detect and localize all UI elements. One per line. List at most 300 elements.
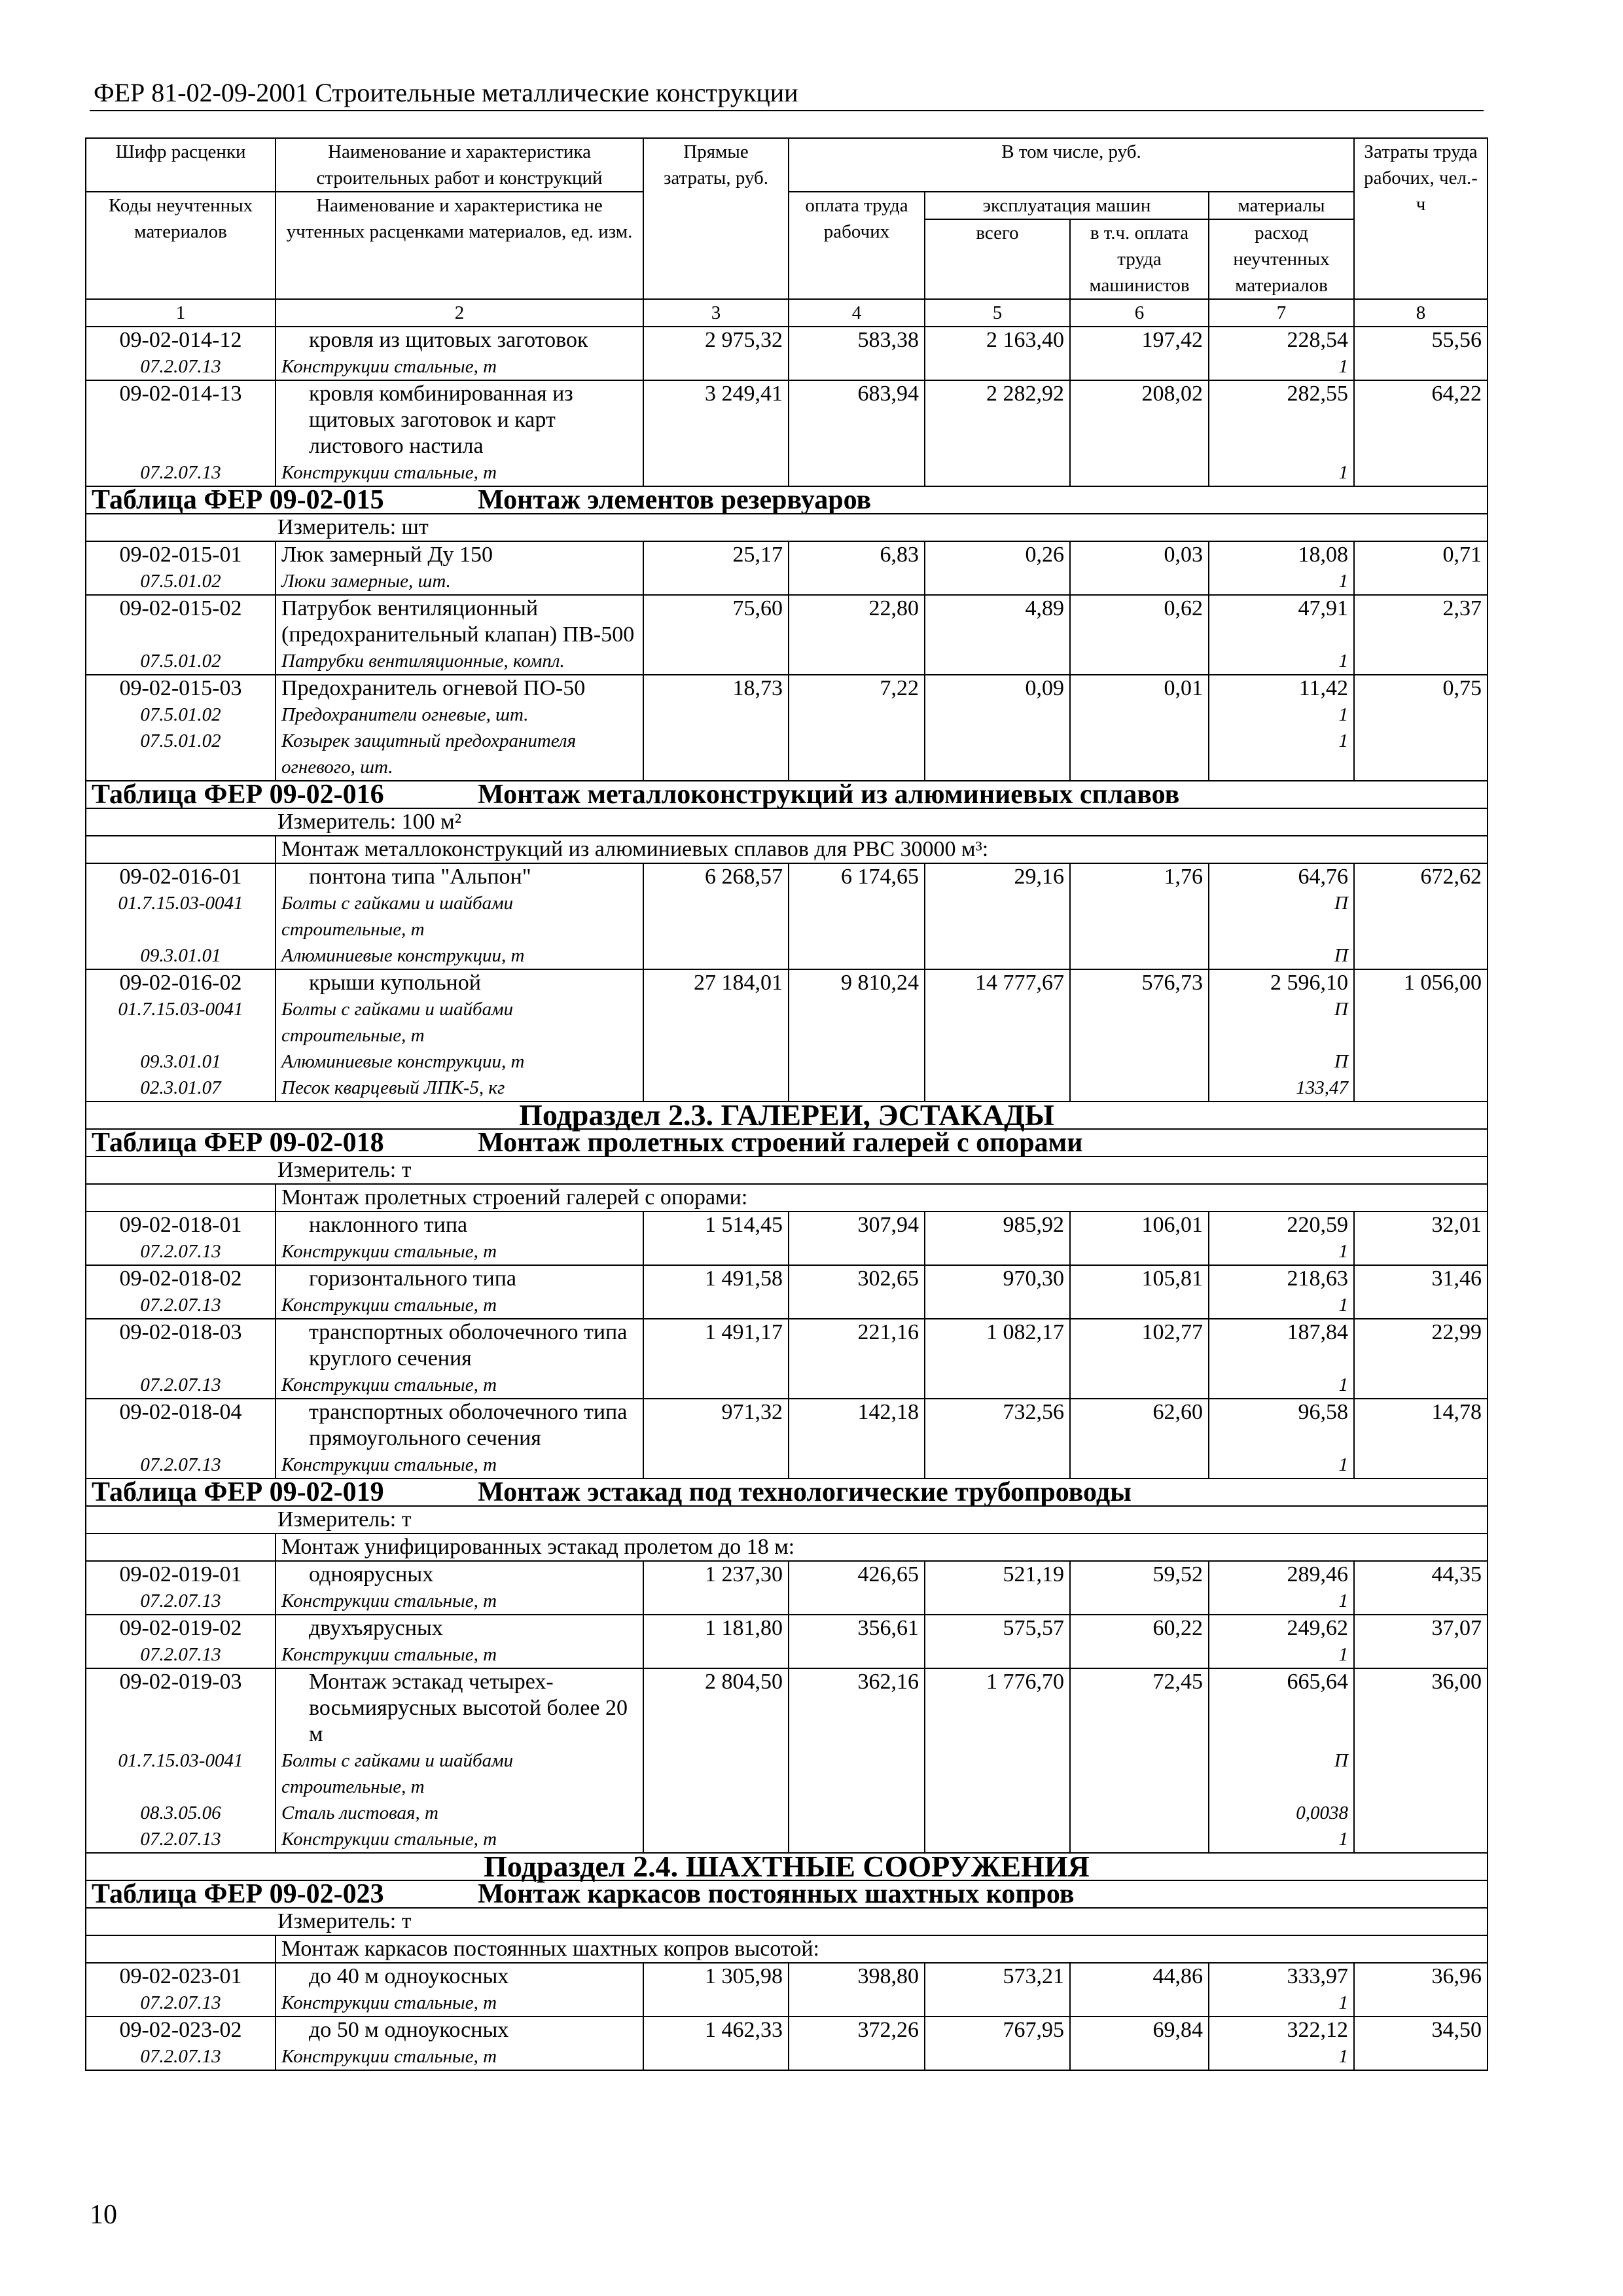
- measure-row: [86, 514, 1488, 541]
- value-c8: 55,56: [1354, 327, 1488, 353]
- material-qty: П: [1209, 890, 1354, 942]
- empty-cell: [925, 353, 1070, 380]
- value-c7: 218,63: [1209, 1265, 1354, 1292]
- table-row: [86, 1211, 1488, 1238]
- table-number: Таблица ФЕР 09-02-018: [92, 1128, 384, 1158]
- empty-cell: [1070, 648, 1209, 675]
- empty-cell: [643, 459, 789, 486]
- measure-unit: Измеритель: т: [86, 1908, 1488, 1935]
- value-c6: 72,45: [1070, 1668, 1209, 1748]
- material-row: [86, 1800, 1488, 1826]
- value-c8: 37,07: [1354, 1615, 1488, 1641]
- rate-name: до 50 м одноукосных: [276, 2017, 643, 2043]
- empty-cell: [789, 1238, 925, 1265]
- rate-code: 09-02-018-02: [86, 1265, 276, 1292]
- empty-cell: [1354, 1372, 1488, 1399]
- rate-code: 09-02-018-01: [86, 1211, 276, 1238]
- value-c7: 665,64: [1209, 1668, 1354, 1748]
- empty-cell: [1070, 1075, 1209, 1102]
- col-machinists-header: в т.ч. оплата труда машинистов: [1070, 219, 1209, 299]
- col-matname-header: Наименование и характеристика не учтенных расценками материалов, ед. изм.: [276, 192, 643, 299]
- empty-cell: [925, 1748, 1070, 1800]
- measure-unit: Измеритель: т: [86, 1157, 1488, 1184]
- table-row: [86, 1399, 1488, 1452]
- material-name: Конструкции стальные, т: [276, 1990, 643, 2017]
- value-c6: 60,22: [1070, 1615, 1209, 1641]
- table-row: [86, 1561, 1488, 1588]
- value-c5: 29,16: [925, 863, 1070, 890]
- rate-name: крыши купольной: [276, 969, 643, 996]
- group-row: [86, 836, 1488, 863]
- empty-cell: [789, 1588, 925, 1615]
- value-c3: 971,32: [643, 1399, 789, 1452]
- empty-cell: [1070, 942, 1209, 969]
- empty-cell: [1354, 1641, 1488, 1668]
- value-c5: 2 282,92: [925, 380, 1070, 459]
- empty-cell: [1070, 1990, 1209, 2017]
- material-qty: П: [1209, 1748, 1354, 1800]
- value-c6: 208,02: [1070, 380, 1209, 459]
- empty-cell: [925, 568, 1070, 595]
- empty-cell: [1070, 1049, 1209, 1075]
- material-name: Конструкции стальные, т: [276, 353, 643, 380]
- value-c8: 31,46: [1354, 1265, 1488, 1292]
- material-code: 01.7.15.03-0041: [86, 1748, 276, 1800]
- empty-cell: [1354, 1292, 1488, 1319]
- material-name: Болты с гайками и шайбами строительные, т: [276, 996, 643, 1049]
- value-c7: 187,84: [1209, 1319, 1354, 1372]
- value-c3: 1 181,80: [643, 1615, 789, 1641]
- empty-cell: [789, 1641, 925, 1668]
- empty-cell: [1354, 1826, 1488, 1853]
- empty-cell: [789, 942, 925, 969]
- rate-code: 09-02-015-01: [86, 541, 276, 568]
- value-c6: 1,76: [1070, 863, 1209, 890]
- material-qty: 1: [1209, 1238, 1354, 1265]
- material-code: 07.2.07.13: [86, 1641, 276, 1668]
- material-row: [86, 1641, 1488, 1668]
- value-c4: 583,38: [789, 327, 925, 353]
- value-c7: 220,59: [1209, 1211, 1354, 1238]
- value-c7: 333,97: [1209, 1963, 1354, 1990]
- value-c5: 2 163,40: [925, 327, 1070, 353]
- value-c6: 44,86: [1070, 1963, 1209, 1990]
- material-row: [86, 942, 1488, 969]
- empty-cell: [789, 728, 925, 781]
- empty-cell: [789, 459, 925, 486]
- value-c5: 985,92: [925, 1211, 1070, 1238]
- material-name: Песок кварцевый ЛПК-5, кг: [276, 1075, 643, 1102]
- value-c5: 4,89: [925, 595, 1070, 648]
- empty-cell: [1070, 1372, 1209, 1399]
- value-c6: 59,52: [1070, 1561, 1209, 1588]
- table-row: [86, 1319, 1488, 1372]
- value-c5: 767,95: [925, 2017, 1070, 2043]
- material-name: Конструкции стальные, т: [276, 1238, 643, 1265]
- material-code: 07.5.01.02: [86, 702, 276, 728]
- empty-cell: [1070, 2043, 1209, 2070]
- empty-cell: [643, 890, 789, 942]
- empty-cell: [925, 890, 1070, 942]
- empty-cell: [643, 568, 789, 595]
- empty-cell: [643, 1049, 789, 1075]
- value-c5: 1 776,70: [925, 1668, 1070, 1748]
- value-c4: 356,61: [789, 1615, 925, 1641]
- material-qty: 1: [1209, 728, 1354, 781]
- material-code: 07.2.07.13: [86, 1826, 276, 1853]
- material-qty: 1: [1209, 568, 1354, 595]
- rate-name: транспортных оболочечного типа прямоугольного сечения: [276, 1399, 643, 1452]
- empty-cell: [86, 1534, 276, 1561]
- header-rule: [90, 110, 1484, 111]
- empty-cell: [925, 1238, 1070, 1265]
- value-c4: 372,26: [789, 2017, 925, 2043]
- value-c5: 0,26: [925, 541, 1070, 568]
- col-name-header: Наименование и характеристика строительных работ и конструкций: [276, 138, 643, 192]
- material-code: 07.2.07.13: [86, 353, 276, 380]
- value-c7: 11,42: [1209, 675, 1354, 702]
- col-machines-header: эксплуатация машин: [925, 192, 1209, 219]
- empty-cell: [789, 568, 925, 595]
- material-row: [86, 1990, 1488, 2017]
- value-c5: 573,21: [925, 1963, 1070, 1990]
- value-c6: 197,42: [1070, 327, 1209, 353]
- empty-cell: [789, 1990, 925, 2017]
- col-num: 7: [1209, 299, 1354, 327]
- col-materials-header: материалы: [1209, 192, 1354, 219]
- rate-name: до 40 м одноукосных: [276, 1963, 643, 1990]
- table-number: Таблица ФЕР 09-02-015: [92, 485, 384, 515]
- material-qty: 1: [1209, 1452, 1354, 1479]
- rate-name: наклонного типа: [276, 1211, 643, 1238]
- empty-cell: [1070, 890, 1209, 942]
- empty-cell: [643, 1641, 789, 1668]
- value-c4: 9 810,24: [789, 969, 925, 996]
- value-c3: 1 237,30: [643, 1561, 789, 1588]
- rate-code: 09-02-019-03: [86, 1668, 276, 1748]
- rate-name: транспортных оболочечного типа круглого сечения: [276, 1319, 643, 1372]
- material-qty: П: [1209, 1049, 1354, 1075]
- empty-cell: [643, 1826, 789, 1853]
- material-qty: 133,47: [1209, 1075, 1354, 1102]
- table-row: [86, 863, 1488, 890]
- empty-cell: [1070, 702, 1209, 728]
- empty-cell: [789, 1075, 925, 1102]
- empty-cell: [1070, 1748, 1209, 1800]
- empty-cell: [643, 702, 789, 728]
- rate-code: 09-02-016-01: [86, 863, 276, 890]
- table-title: [86, 1880, 1488, 1908]
- group-row: [86, 1184, 1488, 1211]
- material-qty: 1: [1209, 1990, 1354, 2017]
- value-c3: 27 184,01: [643, 969, 789, 996]
- material-qty: 0,0038: [1209, 1800, 1354, 1826]
- empty-cell: [925, 1990, 1070, 2017]
- empty-cell: [789, 353, 925, 380]
- empty-cell: [925, 1049, 1070, 1075]
- value-c3: 1 305,98: [643, 1963, 789, 1990]
- value-c3: 75,60: [643, 595, 789, 648]
- rate-name: Люк замерный Ду 150: [276, 541, 643, 568]
- empty-cell: [789, 890, 925, 942]
- value-c5: 732,56: [925, 1399, 1070, 1452]
- rate-name: кровля из щитовых заготовок: [276, 327, 643, 353]
- empty-cell: [1354, 890, 1488, 942]
- value-c4: 398,80: [789, 1963, 925, 1990]
- empty-cell: [1354, 1588, 1488, 1615]
- value-c6: 0,03: [1070, 541, 1209, 568]
- empty-cell: [643, 728, 789, 781]
- table-row: [86, 2017, 1488, 2043]
- empty-cell: [1354, 702, 1488, 728]
- value-c5: 970,30: [925, 1265, 1070, 1292]
- value-c4: 362,16: [789, 1668, 925, 1748]
- material-row: [86, 353, 1488, 380]
- empty-cell: [1070, 353, 1209, 380]
- rate-code: 09-02-018-03: [86, 1319, 276, 1372]
- col-num: 5: [925, 299, 1070, 327]
- rate-name: понтона типа "Альпон": [276, 863, 643, 890]
- col-num: 6: [1070, 299, 1209, 327]
- material-row: [86, 1452, 1488, 1479]
- value-c8: 36,96: [1354, 1963, 1488, 1990]
- empty-cell: [643, 2043, 789, 2070]
- table-title: [86, 1479, 1488, 1506]
- rate-name: Предохранитель огневой ПО-50: [276, 675, 643, 702]
- material-name: Алюминиевые конструкции, т: [276, 942, 643, 969]
- empty-cell: [925, 1292, 1070, 1319]
- empty-cell: [1354, 2043, 1488, 2070]
- empty-cell: [925, 1075, 1070, 1102]
- group-caption: Монтаж унифицированных эстакад пролетом до 18 м:: [276, 1534, 1488, 1561]
- material-row: [86, 1748, 1488, 1800]
- subsection-title: Подраздел 2.4. ШАХТНЫЕ СООРУЖЕНИЯ: [86, 1853, 1488, 1880]
- price-table: [85, 137, 1488, 2071]
- table-title-row: [86, 1479, 1488, 1506]
- value-c6: 62,60: [1070, 1399, 1209, 1452]
- value-c4: 683,94: [789, 380, 925, 459]
- empty-cell: [925, 1800, 1070, 1826]
- table-caption: Монтаж металлоконструкций из алюминиевых сплавов: [478, 780, 1180, 810]
- empty-cell: [925, 1372, 1070, 1399]
- table-caption: Монтаж каркасов постоянных шахтных копров: [478, 1879, 1075, 1909]
- rate-code: 09-02-019-02: [86, 1615, 276, 1641]
- empty-cell: [1354, 459, 1488, 486]
- value-c3: 25,17: [643, 541, 789, 568]
- material-name: Конструкции стальные, т: [276, 1588, 643, 1615]
- value-c5: 1 082,17: [925, 1319, 1070, 1372]
- empty-cell: [1070, 459, 1209, 486]
- empty-cell: [86, 1935, 276, 1963]
- empty-cell: [1354, 353, 1488, 380]
- value-c4: 221,16: [789, 1319, 925, 1372]
- material-qty: 1: [1209, 353, 1354, 380]
- material-name: Конструкции стальные, т: [276, 1372, 643, 1399]
- table-caption: Монтаж эстакад под технологические трубопроводы: [478, 1477, 1132, 1507]
- measure-row: [86, 808, 1488, 836]
- value-c7: 289,46: [1209, 1561, 1354, 1588]
- empty-cell: [925, 996, 1070, 1049]
- value-c7: 322,12: [1209, 2017, 1354, 2043]
- empty-cell: [1354, 568, 1488, 595]
- empty-cell: [1354, 1990, 1488, 2017]
- table-title: [86, 1129, 1488, 1157]
- material-row: [86, 1075, 1488, 1102]
- material-code: 02.3.01.07: [86, 1075, 276, 1102]
- empty-cell: [789, 702, 925, 728]
- empty-cell: [1070, 1238, 1209, 1265]
- rate-name: одноярусных: [276, 1561, 643, 1588]
- empty-cell: [86, 836, 276, 863]
- col-num: 1: [86, 299, 276, 327]
- material-name: Алюминиевые конструкции, т: [276, 1049, 643, 1075]
- table-row: [86, 969, 1488, 996]
- material-qty: 1: [1209, 1641, 1354, 1668]
- material-name: Болты с гайками и шайбами строительные, т: [276, 890, 643, 942]
- material-code: 09.3.01.01: [86, 942, 276, 969]
- value-c3: 2 804,50: [643, 1668, 789, 1748]
- material-row: [86, 648, 1488, 675]
- empty-cell: [1070, 1588, 1209, 1615]
- empty-cell: [1070, 1826, 1209, 1853]
- value-c5: 14 777,67: [925, 969, 1070, 996]
- rate-code: 09-02-023-02: [86, 2017, 276, 2043]
- empty-cell: [925, 728, 1070, 781]
- page-number: 10: [90, 2200, 117, 2230]
- empty-cell: [1070, 1800, 1209, 1826]
- material-name: Конструкции стальные, т: [276, 1641, 643, 1668]
- empty-cell: [643, 1800, 789, 1826]
- empty-cell: [1354, 1238, 1488, 1265]
- value-c7: 249,62: [1209, 1615, 1354, 1641]
- empty-cell: [789, 648, 925, 675]
- value-c3: 2 975,32: [643, 327, 789, 353]
- material-name: Болты с гайками и шайбами строительные, т: [276, 1748, 643, 1800]
- group-caption: Монтаж пролетных строений галерей с опорами:: [276, 1184, 1488, 1211]
- empty-cell: [925, 1452, 1070, 1479]
- table-row: [86, 1963, 1488, 1990]
- empty-cell: [1070, 1452, 1209, 1479]
- value-c6: 102,77: [1070, 1319, 1209, 1372]
- empty-cell: [925, 942, 1070, 969]
- measure-row: [86, 1157, 1488, 1184]
- empty-cell: [925, 702, 1070, 728]
- empty-cell: [643, 1238, 789, 1265]
- empty-cell: [643, 353, 789, 380]
- material-row: [86, 568, 1488, 595]
- table-caption: Монтаж пролетных строений галерей с опорами: [478, 1128, 1083, 1158]
- value-c8: 672,62: [1354, 863, 1488, 890]
- value-c5: 521,19: [925, 1561, 1070, 1588]
- value-c8: 0,75: [1354, 675, 1488, 702]
- material-name: Конструкции стальные, т: [276, 2043, 643, 2070]
- table-row: [86, 1668, 1488, 1748]
- rate-name: кровля комбинированная из щитовых заготовок и карт листового настила: [276, 380, 643, 459]
- col-wage-header: оплата труда рабочих: [789, 192, 925, 299]
- rate-code: 09-02-014-13: [86, 380, 276, 459]
- group-caption: Монтаж металлоконструкций из алюминиевых сплавов для РВС 30000 м³:: [276, 836, 1488, 863]
- value-c4: 142,18: [789, 1399, 925, 1452]
- table-caption: Монтаж элементов резервуаров: [478, 485, 872, 515]
- table-title-row: [86, 486, 1488, 514]
- empty-cell: [643, 942, 789, 969]
- material-name: Конструкции стальные, т: [276, 1292, 643, 1319]
- material-code: 07.2.07.13: [86, 459, 276, 486]
- value-c4: 7,22: [789, 675, 925, 702]
- value-c6: 0,62: [1070, 595, 1209, 648]
- empty-cell: [643, 1452, 789, 1479]
- col-labor-header: Затраты труда рабочих, чел.-ч: [1354, 138, 1488, 299]
- material-row: [86, 2043, 1488, 2070]
- measure-row: [86, 1506, 1488, 1534]
- value-c3: 1 514,45: [643, 1211, 789, 1238]
- empty-cell: [1354, 1049, 1488, 1075]
- material-name: Конструкции стальные, т: [276, 1826, 643, 1853]
- col-num: 3: [643, 299, 789, 327]
- material-code: 07.2.07.13: [86, 1238, 276, 1265]
- material-qty: П: [1209, 996, 1354, 1049]
- material-name: Сталь листовая, т: [276, 1800, 643, 1826]
- rate-code: 09-02-015-03: [86, 675, 276, 702]
- material-row: [86, 890, 1488, 942]
- material-code: 07.5.01.02: [86, 568, 276, 595]
- value-c6: 105,81: [1070, 1265, 1209, 1292]
- value-c8: 22,99: [1354, 1319, 1488, 1372]
- rate-code: 09-02-016-02: [86, 969, 276, 996]
- table-row: [86, 327, 1488, 353]
- col-num: 2: [276, 299, 643, 327]
- col-group-header: В том числе, руб.: [789, 138, 1354, 192]
- material-row: [86, 1238, 1488, 1265]
- value-c7: 228,54: [1209, 327, 1354, 353]
- rate-name: двухъярусных: [276, 1615, 643, 1641]
- empty-cell: [789, 1372, 925, 1399]
- rate-name: Патрубок вентиляционный (предохранительный клапан) ПВ-500: [276, 595, 643, 648]
- material-code: 07.2.07.13: [86, 1452, 276, 1479]
- table-number: Таблица ФЕР 09-02-016: [92, 780, 384, 810]
- rate-code: 09-02-015-02: [86, 595, 276, 648]
- col-direct-header: Прямые затраты, руб.: [643, 138, 789, 299]
- material-row: [86, 459, 1488, 486]
- material-row: [86, 702, 1488, 728]
- empty-cell: [925, 648, 1070, 675]
- empty-cell: [643, 648, 789, 675]
- empty-cell: [789, 1826, 925, 1853]
- value-c3: 18,73: [643, 675, 789, 702]
- table-body: [86, 327, 1488, 2070]
- value-c8: 2,37: [1354, 595, 1488, 648]
- value-c8: 1 056,00: [1354, 969, 1488, 996]
- measure-row: [86, 1908, 1488, 1935]
- material-qty: П: [1209, 942, 1354, 969]
- table-title: [86, 781, 1488, 808]
- material-row: [86, 1292, 1488, 1319]
- col-code-header: Шифр расценки: [86, 138, 276, 192]
- material-qty: 1: [1209, 2043, 1354, 2070]
- material-code: 09.3.01.01: [86, 1049, 276, 1075]
- empty-cell: [789, 1452, 925, 1479]
- material-row: [86, 1372, 1488, 1399]
- value-c8: 0,71: [1354, 541, 1488, 568]
- empty-cell: [1354, 648, 1488, 675]
- rate-code: 09-02-014-12: [86, 327, 276, 353]
- empty-cell: [789, 1292, 925, 1319]
- empty-cell: [1354, 728, 1488, 781]
- material-code: 07.2.07.13: [86, 1372, 276, 1399]
- value-c6: 576,73: [1070, 969, 1209, 996]
- table-row: [86, 1265, 1488, 1292]
- group-row: [86, 1534, 1488, 1561]
